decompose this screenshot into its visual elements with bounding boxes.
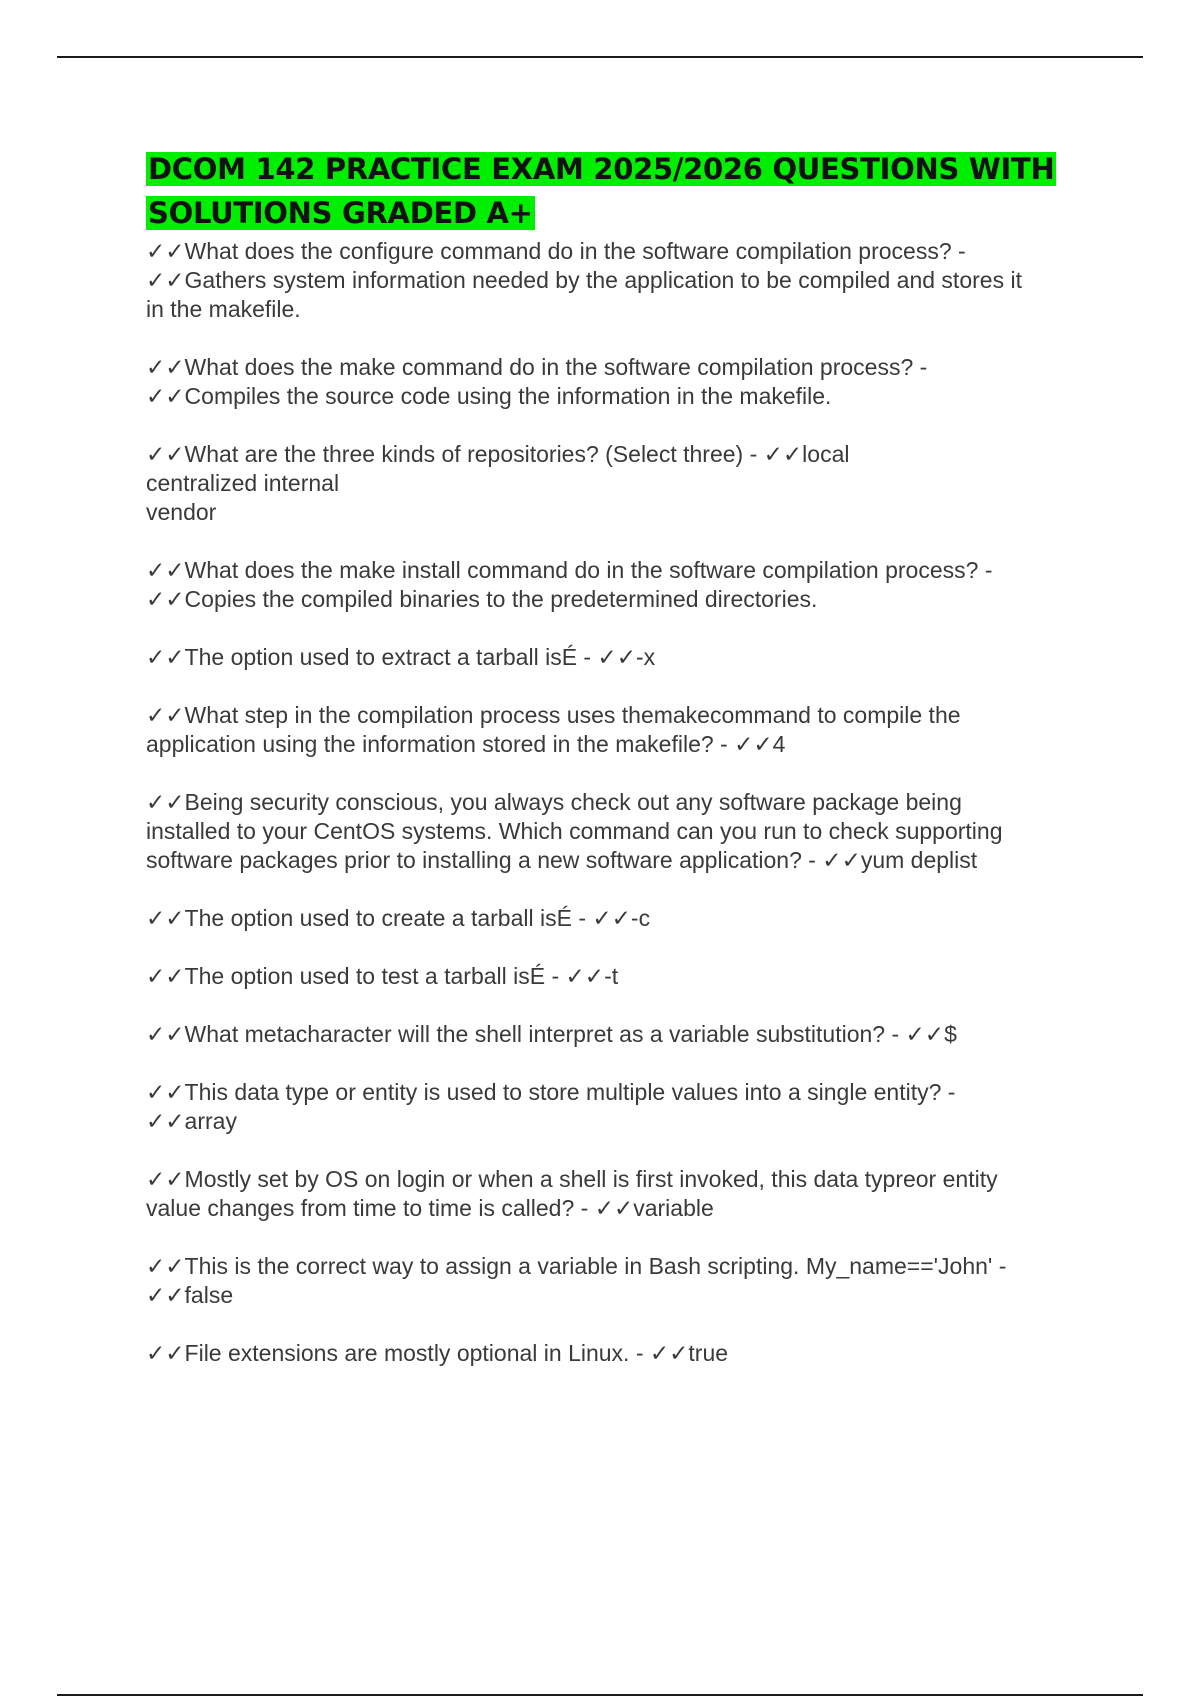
page-bottom-rule [57,1694,1143,1696]
qa-item: ✓✓The option used to extract a tarball isÉ - ✓✓-x [146,644,656,670]
qa-item: ✓✓What step in the compilation process uses themakecommand to compile the application using the information stored in the makefile? - ✓✓4 [146,702,961,757]
qa-item: ✓✓What are the three kinds of repositories? (Select three) - ✓✓local centralized internal vendor [146,441,850,525]
qa-item: ✓✓What metacharacter will the shell interpret as a variable substitution? - ✓✓$ [146,1021,957,1047]
document-body [146,147,1066,1368]
qa-item: ✓✓The option used to create a tarball isÉ - ✓✓-c [146,905,651,931]
qa-item: ✓✓What does the make command do in the software compilation process? - ✓✓Compiles the source code using the information in the makefile. [146,354,928,409]
qa-item: ✓✓Mostly set by OS on login or when a shell is first invoked, this data typreor entity value changes from time to time is called? - ✓✓variable [146,1166,998,1221]
qa-item: ✓✓What does the make install command do in the software compilation process? - ✓✓Copies the compiled binaries to the predetermined directories. [146,557,993,612]
page-top-rule [57,56,1143,58]
qa-item: ✓✓This is the correct way to assign a variable in Bash scripting. My_name=='John' - ✓✓false [146,1253,1007,1308]
qa-item: ✓✓Being security conscious, you always check out any software package being installed to your CentOS systems. Which command can you run to check supporting software packages prior to installing a new software application? - ✓✓yum deplist [146,789,1003,873]
qa-item: ✓✓What does the configure command do in the software compilation process? - ✓✓Gathers system information needed by the application to be compiled and stores it in the makefile. [146,238,1022,322]
document-title [146,147,1066,235]
qa-item: ✓✓This data type or entity is used to store multiple values into a single entity? - ✓✓array [146,1079,956,1134]
qa-item: ✓✓File extensions are mostly optional in Linux. - ✓✓true [146,1340,729,1366]
title-line-1: DCOM 142 PRACTICE EXAM 2025/2026 QUESTIONS WITH [148,152,1055,186]
qa-item: ✓✓The option used to test a tarball isÉ - ✓✓-t [146,963,619,989]
title-line-2: SOLUTIONS GRADED A+ [148,196,533,230]
